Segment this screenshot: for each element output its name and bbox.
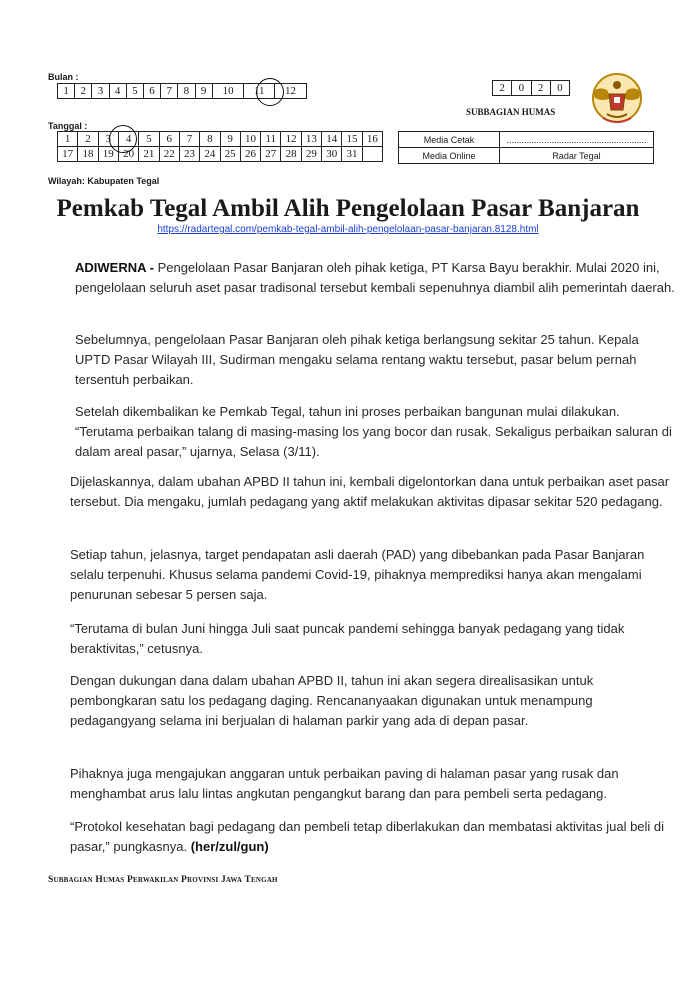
month-cell: 1 <box>58 84 75 99</box>
date-cell: 12 <box>281 132 301 147</box>
footer-text: Subbagian Humas Perwakilan Provinsi Jawa Tengah <box>48 875 278 885</box>
article-url-link[interactable]: https://radartegal.com/pemkab-tegal-ambil-alih-pengelolaan-pasar-banjaran.8128.html <box>157 224 539 235</box>
date-cell: 3 <box>98 132 118 147</box>
date-cell: 15 <box>342 132 362 147</box>
media-cetak-label: Media Cetak <box>399 132 500 148</box>
paragraph-7 <box>70 671 670 731</box>
month-cell: 6 <box>143 84 160 99</box>
year-digit: 0 <box>550 81 569 96</box>
date-cell: 1 <box>58 132 78 147</box>
month-cell: 2 <box>75 84 92 99</box>
date-cell-selected: 4 <box>118 132 138 147</box>
year-digit: 2 <box>531 81 550 96</box>
date-cell: 20 <box>118 147 138 162</box>
date-cell <box>362 147 382 162</box>
date-cell: 21 <box>139 147 159 162</box>
paragraph-8 <box>70 764 670 804</box>
paragraph-text: Pengelolaan Pasar Banjaran oleh pihak ketiga, PT Karsa Bayu berakhir. Mulai 2020 ini, pengelolaan seluruh aset pasar tradisonal tersebut kembali sepenuhnya diambil alih pemerintah daerah. <box>75 260 675 295</box>
date-cell: 17 <box>58 147 78 162</box>
date-cell: 25 <box>220 147 240 162</box>
date-cell: 13 <box>301 132 321 147</box>
date-cell: 9 <box>220 132 240 147</box>
paragraph-text: Setiap tahun, jelasnya, target pendapatan asli daerah (PAD) yang dibebankan pada Pasar Banjaran selalu terpenuhi. Khusus selama pandemi Covid-19, pihaknya memprediksi hanya akan mengalami penurunan sebesar 5 persen saja. <box>70 547 645 602</box>
year-grid <box>492 80 570 96</box>
paragraph-2 <box>75 330 675 390</box>
date-row <box>58 147 383 162</box>
month-cell: 5 <box>126 84 143 99</box>
selected-month-circle <box>256 78 284 106</box>
paragraph-text: “Terutama di bulan Juni hingga Juli saat puncak pandemi sehingga banyak pedagang yang tidak beraktivitas,” cetusnya. <box>70 621 625 656</box>
dateline: ADIWERNA - <box>75 260 154 275</box>
date-cell: 29 <box>301 147 321 162</box>
media-table <box>398 131 654 164</box>
month-cell: 8 <box>178 84 195 99</box>
paragraph-3 <box>75 402 675 462</box>
date-cell: 31 <box>342 147 362 162</box>
month-cell: 3 <box>92 84 109 99</box>
paragraph-4 <box>70 472 670 512</box>
date-cell: 6 <box>159 132 179 147</box>
media-cetak-value: ........................................................ <box>500 132 654 148</box>
bulan-label: Bulan : <box>48 72 79 82</box>
author-credit: (her/zul/gun) <box>190 839 269 854</box>
date-cell: 8 <box>200 132 220 147</box>
paragraph-5 <box>70 545 670 605</box>
date-cell: 18 <box>78 147 98 162</box>
tanggal-label: Tanggal : <box>48 121 88 131</box>
date-cell: 19 <box>98 147 118 162</box>
date-cell: 28 <box>281 147 301 162</box>
paragraph-1 <box>75 258 675 298</box>
year-digit: 0 <box>512 81 531 96</box>
paragraph-text: Setelah dikembalikan ke Pemkab Tegal, tahun ini proses perbaikan bangunan mulai dilakukan. “Terutama perbaikan talang di masing-masing los yang bocor dan rusak. Sekaligus perbaikan saluran di dalam areal pasar,” ujarnya, Selasa (3/11). <box>75 404 672 459</box>
date-row <box>58 132 383 147</box>
month-cell-selected: 11 <box>244 84 275 99</box>
paragraph-text: Dengan dukungan dana dalam ubahan APBD II, tahun ini akan segera direalisasikan untuk pembongkaran satu los pedagang daging. Rencananyaakan digunakan untuk menampung pedagangyang selama ini berjualan di halaman parkir yang ada di depan pasar. <box>70 673 594 728</box>
date-cell: 11 <box>261 132 281 147</box>
date-cell: 7 <box>179 132 199 147</box>
date-cell: 14 <box>322 132 342 147</box>
media-online-label: Media Online <box>399 148 500 164</box>
date-grid <box>57 131 383 162</box>
date-cell: 22 <box>159 147 179 162</box>
date-cell: 16 <box>362 132 382 147</box>
article-title: Pemkab Tegal Ambil Alih Pengelolaan Pasar Banjaran <box>56 195 640 222</box>
month-cell: 4 <box>109 84 126 99</box>
garuda-emblem-icon <box>585 68 649 132</box>
month-cell: 10 <box>212 84 244 99</box>
date-cell: 23 <box>179 147 199 162</box>
month-cell: 7 <box>161 84 178 99</box>
subbagian-label: SUBBAGIAN HUMAS <box>466 107 556 117</box>
month-cell: 9 <box>195 84 212 99</box>
date-cell: 30 <box>322 147 342 162</box>
media-online-value: Radar Tegal <box>500 148 654 164</box>
date-cell: 2 <box>78 132 98 147</box>
paragraph-text: “Protokol kesehatan bagi pedagang dan pembeli tetap diberlakukan dan membatasi aktivitas jual beli di pasar,” pungkasnya. <box>70 819 665 854</box>
month-cell: 12 <box>275 84 307 99</box>
paragraph-6 <box>70 619 670 659</box>
paragraph-text: Pihaknya juga mengajukan anggaran untuk perbaikan paving di halaman pasar yang rusak dan menghambat arus lalu lintas angkutan pengangkut barang dan para pembeli serta pedagang. <box>70 766 619 801</box>
wilayah-label: Wilayah: Kabupaten Tegal <box>48 176 160 186</box>
selected-date-circle <box>109 125 137 153</box>
date-cell: 5 <box>139 132 159 147</box>
date-cell: 24 <box>200 147 220 162</box>
year-digit: 2 <box>493 81 512 96</box>
date-cell: 26 <box>240 147 260 162</box>
paragraph-9 <box>70 817 670 857</box>
date-cell: 10 <box>240 132 260 147</box>
date-cell: 27 <box>261 147 281 162</box>
paragraph-text: Sebelumnya, pengelolaan Pasar Banjaran oleh pihak ketiga berlangsung sekitar 25 tahun. Kepala UPTD Pasar Wilayah III, Sudirman mengaku selama rentang waktu tersebut, pasar belum pernah tersentuh perbaikan. <box>75 332 639 387</box>
paragraph-text: Dijelaskannya, dalam ubahan APBD II tahun ini, kembali digelontorkan dana untuk perbaikan aset pasar tersebut. Dia mengaku, jumlah pedagang yang aktif melakukan aktivitas dipasar sekitar 520 pedagang. <box>70 474 670 509</box>
